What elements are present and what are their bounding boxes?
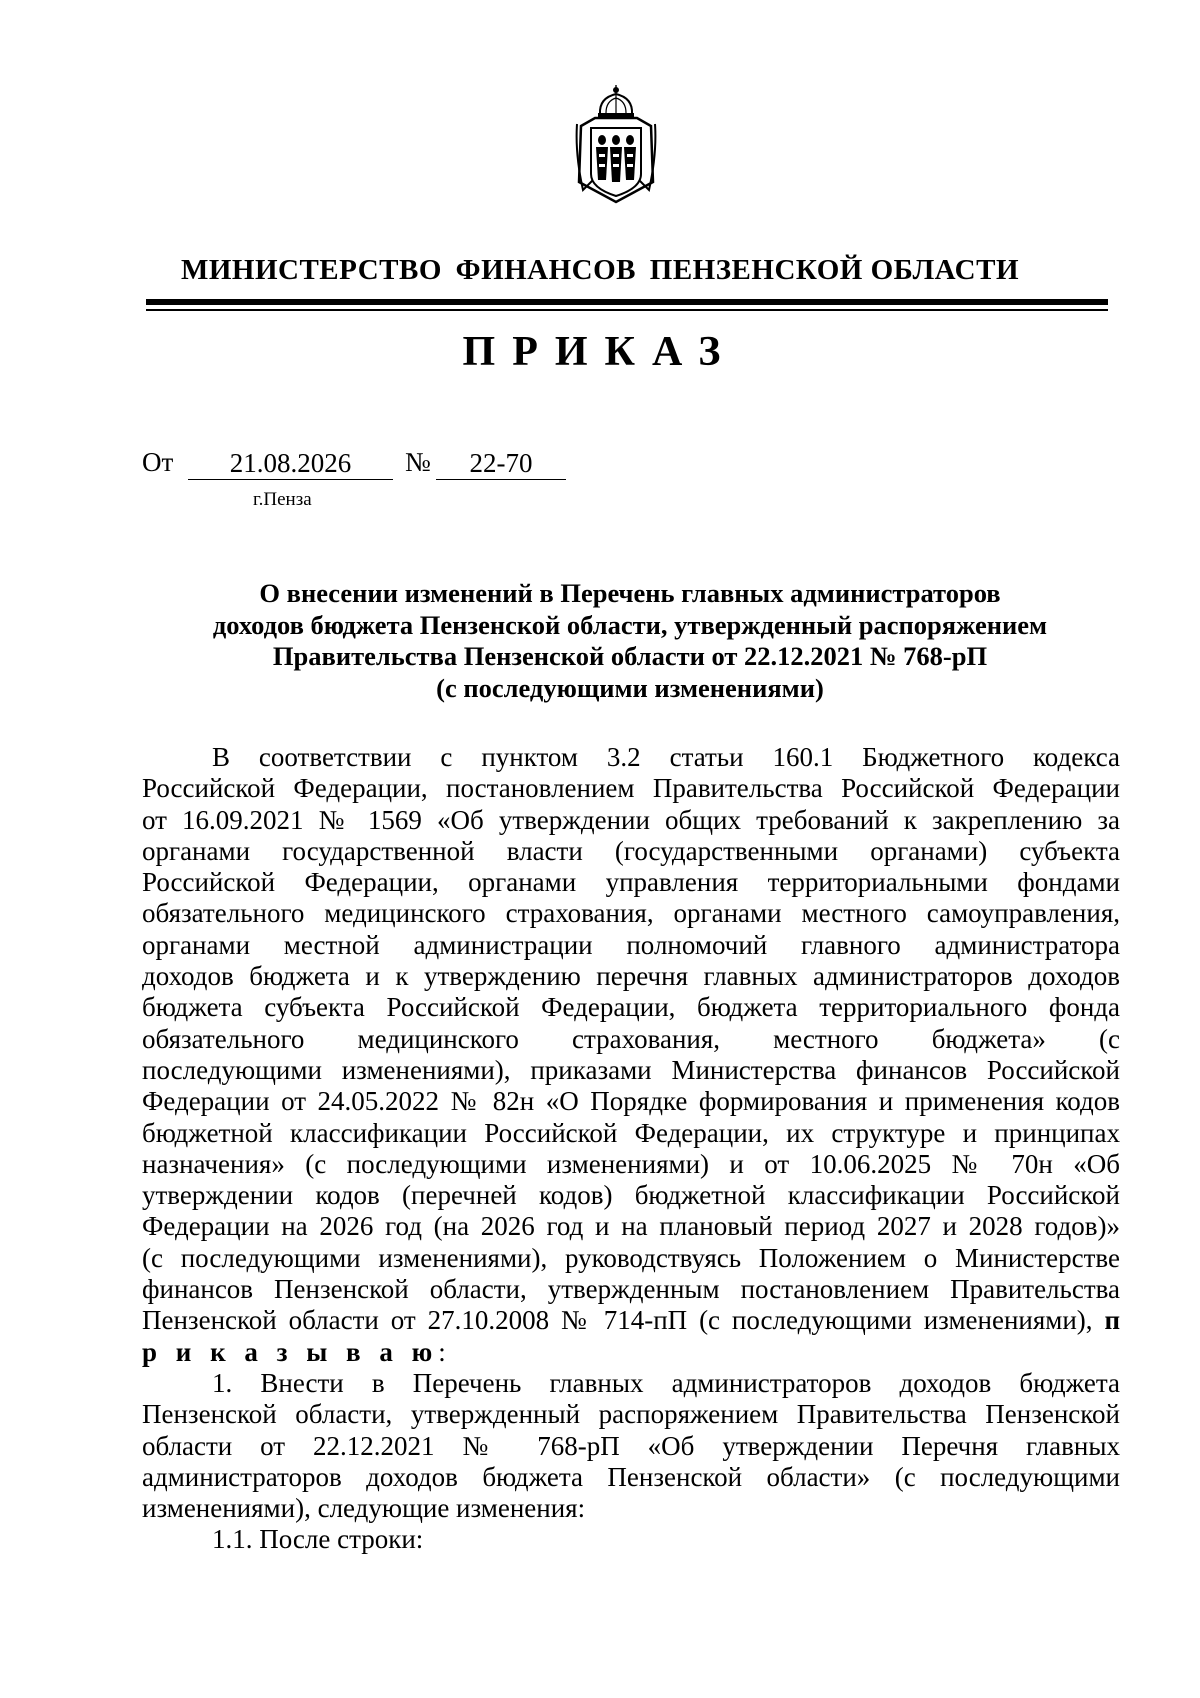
document-body [142, 742, 1120, 1556]
preamble-line: Федерации на 2026 год (на 2026 год и на плановый период 2027 и 2028 годов)» [142, 1211, 1120, 1242]
preamble-line: бюджета субъекта Российской Федерации, бюджета территориального фонда [142, 992, 1120, 1023]
preamble-line: обязательного медицинского страхования, местного бюджета» (с [142, 1023, 1120, 1054]
preamble-line: органами местной администрации полномочий главного администратора [142, 929, 1120, 960]
preamble-line: доходов бюджета и к утверждению перечня главных администраторов доходов [142, 961, 1120, 992]
preamble-line-text: Пензенской области от 27.10.2008 № 714-пП (с последующими изменениями), [142, 1305, 1093, 1336]
preamble-line: утверждении кодов (перечней кодов) бюджетной классификации Российской [142, 1180, 1120, 1211]
ministry-word: МИНИСТЕРСТВО [180, 254, 442, 286]
item-1-line: администраторов доходов бюджета Пензенской области» (с последующими [142, 1461, 1120, 1492]
preamble-line: В соответствии с пунктом 3.2 статьи 160.1 Бюджетного кодекса [212, 742, 1120, 772]
item-1-1: 1.1. После строки: [212, 1524, 424, 1555]
city-name: г.Пенза [253, 489, 312, 510]
preamble-line: (с последующими изменениями), руководствуясь Положением о Министерстве [142, 1242, 1120, 1273]
preamble-line: органами государственной власти (государственными органами) субъекта [142, 835, 1120, 866]
order-word-line [142, 1337, 1120, 1368]
number-label: № [405, 447, 431, 477]
subject-line: О внесении изменений в Перечень главных администраторов [259, 578, 1001, 608]
coat-of-arms-emblem [573, 84, 659, 204]
preamble-line: обязательного медицинского страхования, органами местного самоуправления, [142, 898, 1120, 929]
item-1-line: области от 22.12.2021 № 768-рП «Об утверждении Перечня главных [142, 1430, 1120, 1461]
subject-line: доходов бюджета Пензенской области, утвержденный распоряжением [212, 609, 1048, 640]
preamble-line: от 16.09.2021 № 1569 «Об утверждении общих требований к закреплению за [142, 804, 1120, 835]
ministry-word: ОБЛАСТИ [870, 254, 1020, 286]
document-subject [130, 578, 1130, 704]
ministry-name [120, 254, 1080, 287]
header-rule-thin [146, 309, 1108, 311]
item-1-line: изменениями), следующие изменения: [142, 1493, 586, 1524]
date-value: 21.08.2026 [188, 447, 393, 480]
item-1-line: 1. Внести в Перечень главных администраторов доходов бюджета [212, 1367, 1120, 1398]
preamble-line: Российской Федерации, постановлением Правительства Российской Федерации [142, 773, 1120, 804]
header-rule-thick [146, 299, 1108, 305]
document-type-title: ПРИКАЗ [462, 329, 738, 375]
preamble-line: финансов Пензенской области, утвержденным постановлением Правительства [142, 1274, 1120, 1305]
ministry-word: ФИНАНСОВ [455, 254, 637, 286]
preamble-line: бюджетной классификации Российской Федерации, их структуре и принципах [142, 1117, 1120, 1148]
order-word-start: п [1104, 1305, 1120, 1336]
preamble-line-last [142, 1305, 1120, 1336]
preamble-line: Федерации от 24.05.2022 № 82н «О Порядке формирования и применения кодов [142, 1086, 1120, 1117]
order-word: р и к а з ы в а ю [142, 1336, 439, 1367]
item-1-line: Пензенской области, утвержденный распоряжением Правительства Пензенской [142, 1399, 1120, 1430]
number-value: 22-70 [436, 447, 566, 480]
subject-line: Правительства Пензенской области от 22.12.2021 № 768-рП [272, 641, 988, 671]
ministry-word: ПЕНЗЕНСКОЙ [649, 254, 863, 286]
order-colon: : [438, 1336, 446, 1367]
preamble-line: последующими изменениями), приказами Министерства финансов Российской [142, 1054, 1120, 1085]
subject-line: (с последующими изменениями) [436, 672, 824, 703]
preamble-line: назначения» (с последующими изменениями) и от 10.06.2025 № 70н «Об [142, 1148, 1120, 1179]
preamble-line: Российской Федерации, органами управления территориальными фондами [142, 867, 1120, 898]
date-label: От [142, 447, 174, 477]
